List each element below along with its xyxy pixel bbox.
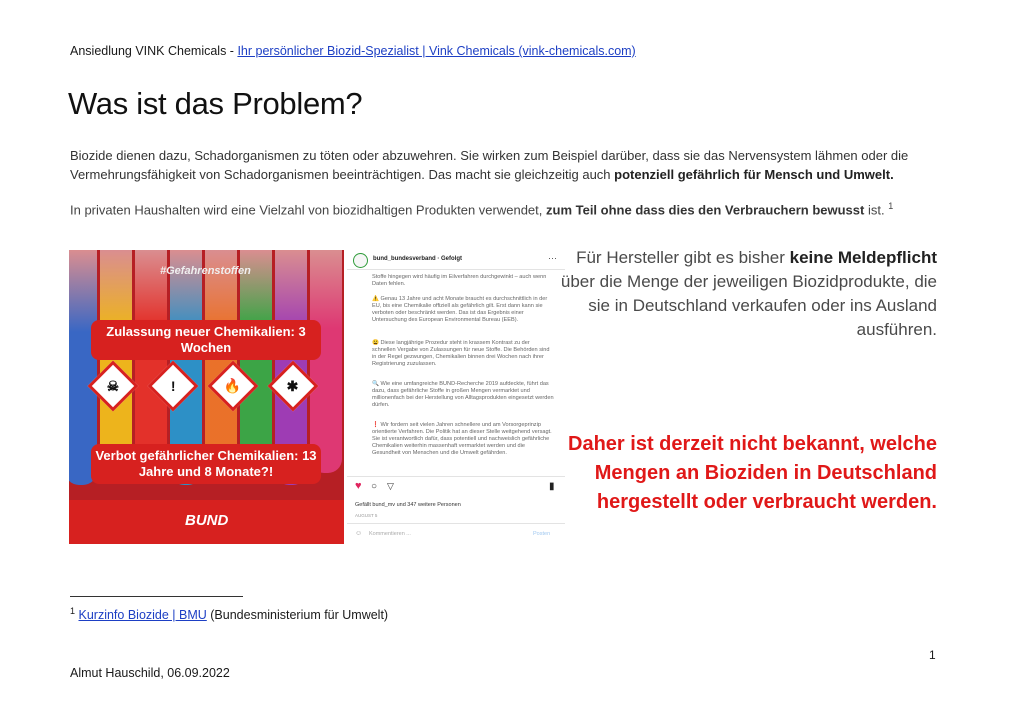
test-tube	[100, 250, 132, 473]
post-paragraph: ⚠️ Genau 13 Jahre und acht Monate braucht es durchschnittlich in der EU, bis eine Chemikalie offiziell als gefährlich gilt. Erst dann kann sie verboten oder beschränkt werden. Das ist das Ergebnis einer Untersuchung des European Environmental Bureau (EEB).	[372, 296, 548, 323]
heart-icon: ♥	[355, 480, 362, 492]
footnote-link[interactable]: Kurzinfo Biozide | BMU	[78, 608, 207, 623]
emoji-icon: ☺	[355, 530, 363, 537]
instagram-post-image	[347, 250, 565, 544]
divider	[347, 476, 565, 477]
post-paragraph: 🔍 Wie eine umfangreiche BUND-Recherche 2019 aufdeckte, führt das dazu, dass gefährliche Stoffe in großen Mengen vermarktet und millionenfach bei der Herstellung von Alltagsprodukten eingesetzt werden dürfen.	[372, 381, 554, 408]
divider	[347, 523, 565, 524]
page-title: Was ist das Problem?	[68, 86, 363, 121]
footnote-rest: (Bundesministerium für Umwelt)	[206, 608, 389, 623]
post-button: Posten	[533, 531, 551, 537]
hazard-flame-icon: 🔥	[208, 361, 259, 412]
more-options-icon: ···	[548, 253, 557, 263]
footnote	[70, 606, 388, 622]
comment-icon: ○	[371, 481, 378, 492]
paragraph-2-tail: ist.	[864, 202, 889, 218]
chemicals-poster-image	[69, 250, 344, 544]
poster-brand: BUND	[185, 512, 229, 529]
footnote-separator	[70, 596, 243, 597]
paragraph-1	[70, 146, 950, 184]
divider	[347, 269, 565, 270]
post-paragraph: Stoffe hingegen wird häufig im Eilverfahren durchgewinkt – auch wenn Daten fehlen.	[372, 274, 547, 287]
side-text-pre: Für Hersteller gibt es bisher	[576, 248, 790, 267]
paragraph-2-text: In privaten Haushalten wird eine Vielzahl von biozidhaltigen Produkten verwendet,	[70, 202, 546, 218]
poster-banner-approval: Zulassung neuer Chemikalien: 3 Wochen	[91, 320, 321, 360]
side-text	[560, 246, 937, 342]
post-paragraph: 😩 Diese langjährige Prozedur steht in krassem Kontrast zu der schnellen Vergabe von Zulassungen für neue Stoffe. Die Behörden sind in der Regel gezwungen, Chemikalien binnen drei Wochen nach ihrer Registrierung zuzulassen.	[372, 340, 550, 367]
author-date: Almut Hauschild, 06.09.2022	[70, 666, 230, 680]
paragraph-1-bold: potenziell gefährlich für Mensch und Umwelt.	[614, 167, 894, 182]
paragraph-2-bold: zum Teil ohne dass dies den Verbrauchern bewusst	[546, 202, 865, 218]
header	[70, 44, 636, 58]
post-paragraph: ❗ Wir fordern seit vielen Jahren schnellere und am Vorsorgeprinzip orientierte Verfahren. Die Politik hat an dieser Stelle weitgehend versagt. Sie ist verantwortlich dafür, dass potentiell und nachweislich gefährliche Chemikalien weiterhin massenhaft vermarktet werden und die Gesundheit von Menschen und die Umwelt gefährden.	[372, 422, 552, 456]
share-icon: ▽	[387, 481, 394, 491]
hazard-skull-icon: ☠	[88, 361, 139, 412]
paragraph-1-text: Biozide dienen dazu, Schadorganismen zu töten oder abzuwehren. Sie wirken zum Beispiel darüber, dass sie das Nervensystem lähmen oder die Vermehrungsfähigkeit von Schadorganismen beeinträchtigen. Das macht sie gleichzeitig auch	[70, 148, 909, 182]
avatar	[353, 253, 368, 268]
bookmark-icon: ▮	[549, 481, 555, 492]
poster-hashtag: #Gefahrenstoffen	[160, 265, 251, 277]
header-link[interactable]: Ihr persönlicher Biozid-Spezialist | Vink Chemicals (vink-chemicals.com)	[237, 44, 636, 58]
side-text-bold: keine Meldepflicht	[789, 248, 937, 267]
poster-banner-ban: Verbot gefährlicher Chemikalien: 13 Jahre und 8 Monate?!	[91, 444, 321, 484]
page-number: 1	[929, 648, 936, 662]
footnote-ref[interactable]: 1	[888, 201, 894, 211]
highlight-statement: Daher ist derzeit nicht bekannt, welche Mengen an Bioziden in Deutschland hergestellt oder verbraucht werden.	[568, 433, 937, 513]
footnote-number: 1	[70, 606, 76, 616]
hazard-exclamation-icon: !	[148, 361, 199, 412]
side-text-post: über die Menge der jeweiligen Biozidprodukte, die sie in Deutschland verkaufen oder ins Ausland ausführen.	[560, 272, 937, 339]
likes-text: Gefällt bund_mv und 347 weitere Personen	[355, 502, 461, 508]
header-prefix: Ansiedlung VINK Chemicals -	[70, 44, 238, 58]
paragraph-2	[70, 198, 950, 218]
hazard-health-icon: ✱	[268, 361, 319, 412]
comment-input: Kommentieren ...	[369, 531, 411, 537]
instagram-user: bund_bundesverband · Gefolgt	[373, 256, 463, 262]
post-date: AUGUST 5	[355, 513, 378, 518]
test-tube	[310, 250, 342, 473]
poster-footer	[69, 500, 344, 544]
